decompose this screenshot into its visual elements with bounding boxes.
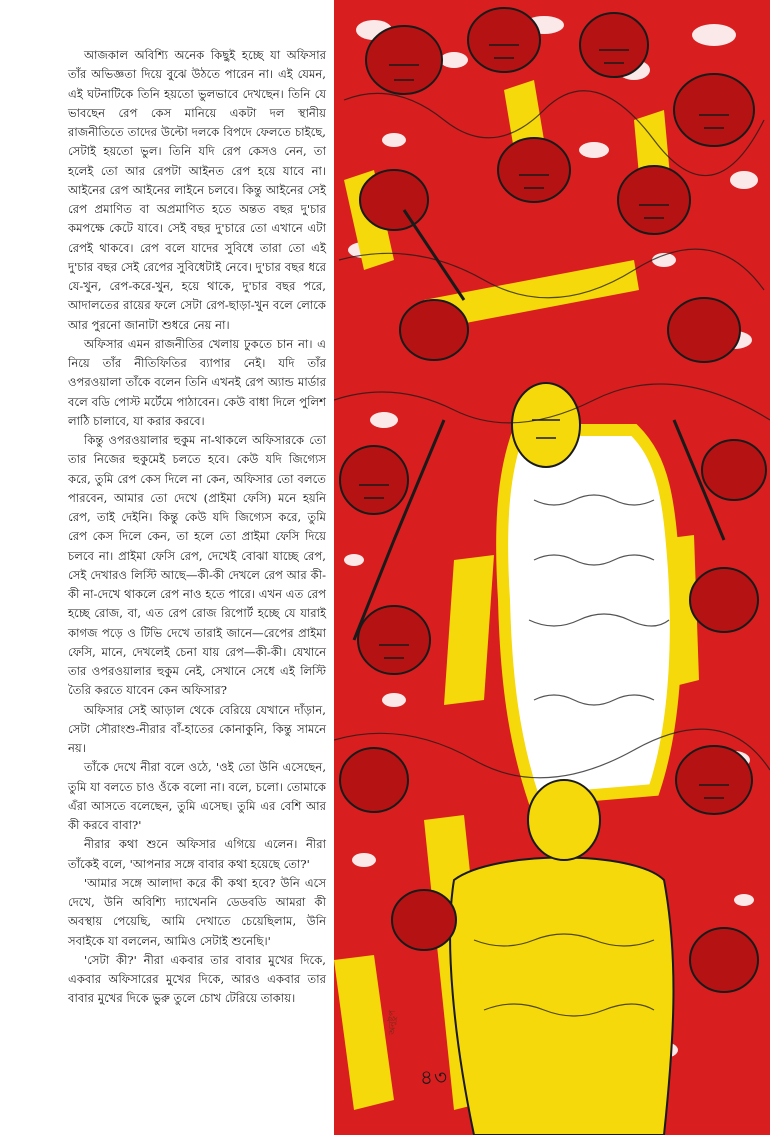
- paragraph: 'সেটা কী?' নীরা একবার তার বাবার মুখের দিকে, একবার অফিসারের মুখের দিকে, আরও একবার তার বাবার মুখের দিকে ভুরু তুলে চোখ টেরিয়ে তাকায়।: [68, 952, 326, 1006]
- paragraph: কিন্তু ওপরওয়ালার হুকুম না-থাকলে অফিসারকে তো তার নিজের হুকুমেই চলতে হবে। কেউ যদি জিগ্যেস করে, তুমি রেপ কেস দিলে না কেন, অফিসার তো বলতে পারবেন, আমার তো দেখে (প্রাইমা ফেসি) মনে হয়নি রেপ, তাই দেইনি। কিন্তু কেউ যদি জিগ্যেস করে, তুমি রেপ কেস দিলে কেন, তা হলে তো প্রাইমা ফেসি দিয়ে চলবে না। প্রাইমা ফেসি রেপ, দেখেই বোঝা যাচ্ছে রেপ, সেই দেখারও লিস্টি আছে—কী-কী দেখলে রেপ আর কী-কী না-দেখে থাকলে রেপ নাও হতে পারে। এখন এত রেপ হচ্ছে রোজ, বা, এত রেপ রোজ রিপোর্ট হচ্ছে যে যারাই কাগজ পড়ে ও টিভি দেখে তারাই জানে—রেপের প্রাইমা ফেসি, মানে, দেখলেই চেনা যায় রেপ—কী-কী। যেখানে তার ওপরওয়ালার হুকুম নেই, সেখানে সেধে এই লিস্টি তৈরি করতে যাবেন কেন অফিসার?: [68, 433, 326, 698]
- paragraph: 'আমার সঙ্গে আলাদা করে কী কথা হবে? উনি এসে দেখে, উনি অবিশ্যি দ্যাখেননি ডেডবডি আমরা কী অবস্থায় পেয়েছি, আমি দেখাতে চেয়েছিলাম, উনি সবাইকে যা বললেন, আমিও সেটাই শুনেছি।': [68, 875, 326, 948]
- page-number: ৪৩: [420, 1065, 448, 1089]
- paragraph: তাঁকে দেখে নীরা বলে ওঠে, 'ওই তো উনি এসেছেন, তুমি যা বলতে চাও ওঁকে বলো না। বলে, চলো। তোমাকে এঁরা আসতে বলেছেন, তুমি এসেছ। তুমি এর বেশি আর কী করবে বাবা?': [68, 760, 326, 832]
- paragraph: নীরার কথা শুনে অফিসার এগিয়ে এলেন। নীরা তাঁকেই বলে, 'আপনার সঙ্গে বাবার কথা হয়েছে তো?': [68, 837, 326, 871]
- crowd-illustration: [334, 0, 770, 1135]
- publication-name: অনুষ্টুপ: [388, 1010, 398, 1035]
- illustration-artwork: [334, 0, 770, 1135]
- paragraph: অফিসার এমন রাজনীতির খেলায় ঢুকতে চান না। এ নিয়ে তাঁর নীতিফিতির ব্যাপার নেই। যদি তাঁর ওপরওয়ালা তাঁকে বলেন তিনি এখনই রেপ অ্যান্ড মার্ডার বলে বডি পোস্ট মর্টেমে পাঠাবেন। কেউ বাধা দিলে পুলিশ লাঠি চালাবে, যা করার করবে।: [68, 336, 326, 428]
- paragraph: আজকাল অবিশ্যি অনেক কিছুই হচ্ছে যা অফিসার তাঁর অভিজ্ঞতা দিয়ে বুঝে উঠতে পারেন না। এই যেমন, এই ঘটনাটিকে তিনি হয়তো ভুলভাবে দেখছেন। তিনি যে ভাবছেন রেপ কেস মানিয়ে একটা দল স্থানীয় রাজনীতিতে তাদের উল্টো দলকে বিপদে ফেলতে চাইছে, সেটাই হয়তো ভুল। তিনি যদি রেপ কেসও নেন, তা হলেই তো আর রেপটা আইনত রেপ হয়ে যাবে না। আইনের রেপ আইনের লাইনে চলবে। কিন্তু আইনের সেই রেপ প্রমাণিত বা অপ্রমাণিত হতে অন্তত বছর দু'চার কমপক্ষে কেটে যাবে। সেই বছর দু'চারে তো এখানে এটা রেপই থাকবে। রেপ বলে যাদের সুবিধে তারা তো এই দু'চার বছর সেই রেপের সুবিধেটাই নেবে। দু'চার বছর ধরে যে-খুন, রেপ-করে-খুন, হয়ে থাকে, দু'চার বছর পরে, আদালতের রায়ের ফলে সেটা রেপ-ছাড়া-খুন বলে লোকে আর পুরনো জানাটা শুধরে নেয় না।: [68, 48, 326, 332]
- paragraph: অফিসার সেই আড়াল থেকে বেরিয়ে যেখানে দাঁড়ান, সেটা সৌরাংশু-নীরার বাঁ-হাতের কোনাকুনি, কিন্তু সামনে নয়।: [68, 702, 326, 755]
- article-column: [68, 46, 326, 1009]
